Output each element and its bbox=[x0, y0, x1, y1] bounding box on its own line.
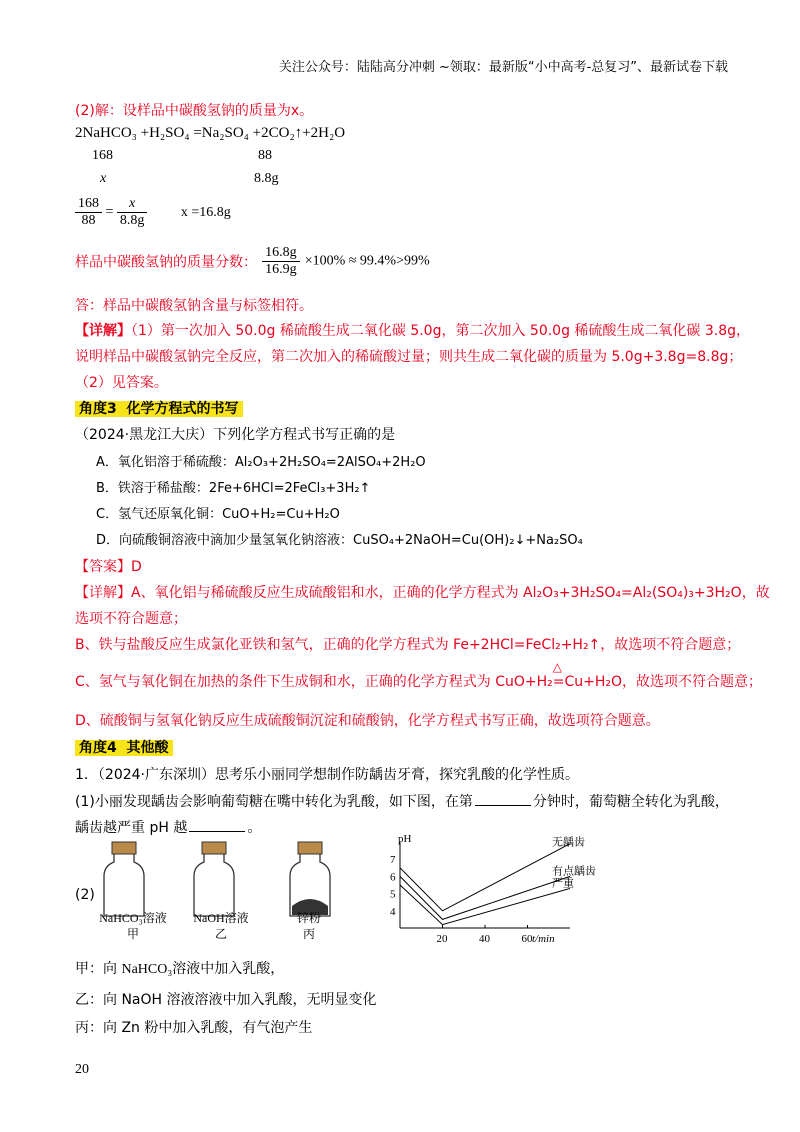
y-tick-label: 7 bbox=[390, 854, 396, 867]
x-tick-label: 40 bbox=[479, 933, 490, 945]
line-yi: 乙：向 NaOH 溶液溶液中加入乳酸，无明显变化 bbox=[75, 992, 377, 1008]
series-line-0 bbox=[400, 844, 570, 911]
y-axis-label: pH bbox=[398, 833, 412, 845]
bottle-yi-label: NaOH溶液 bbox=[193, 911, 249, 925]
detail2-a-line2: 选项不符合题意； bbox=[75, 611, 187, 627]
y-tick-label: 5 bbox=[390, 888, 396, 901]
y-tick-label: 4 bbox=[390, 905, 396, 918]
question-intro: （2024·黑龙江大庆）下列化学方程式书写正确的是 bbox=[75, 427, 396, 443]
detail2-a-line1: 【详解】A、氧化铝与稀硫酸反应生成硫酸铝和水，正确的化学方程式为 Al₂O₃+3H₂SO₄=Al₂(SO₄)₃+3H₂O，故 bbox=[75, 585, 770, 601]
series-label-2: 严重 bbox=[552, 877, 574, 890]
detail-line-1: 【详解】（1）第一次加入 50.0g 稀硫酸生成二氧化碳 5.0g，第二次加入 50.0g 稀硫酸生成二氧化碳 3.8g， bbox=[75, 323, 751, 339]
solution-intro: (2)解：设样品中碳酸氢钠的质量为x。 bbox=[75, 103, 314, 119]
detail2-d: D、硫酸铜与氢氧化钠反应生成硫酸铜沉淀和硫酸钠，化学方程式书写正确，故选项符合题意。 bbox=[75, 713, 660, 729]
bottle-jia-label: NaHCO₃溶液 bbox=[99, 911, 167, 925]
series-label-0: 无龋齿 bbox=[552, 836, 585, 849]
detail2-b: B、铁与盐酸反应生成氯化亚铁和氢气，正确的化学方程式为 Fe+2HCl=FeCl₂+H₂↑，故选项不符合题意； bbox=[75, 637, 741, 653]
molar-mass-co2: 88 bbox=[258, 148, 272, 163]
y-tick-label: 6 bbox=[390, 871, 396, 884]
detail-line-2: 说明样品中碳酸氢钠完全反应，第二次加入的稀硫酸过量；则共生成二氧化碳的质量为 5.0g+3.8g=8.8g； bbox=[75, 349, 743, 365]
option-b: B．铁溶于稀盐酸：2Fe+6HCl=2FeCl₃+3H₂↑ bbox=[96, 481, 371, 496]
section-heading-3: 角度3 化学方程式的书写 bbox=[75, 398, 243, 418]
bottle-jia-tag: 甲 bbox=[126, 927, 139, 941]
question-1-part1: (1)小丽发现龋齿会影响葡萄糖在嘴中转化为乳酸，如下图，在第 分钟时，葡萄糖全转化为乳酸， bbox=[75, 794, 729, 810]
question-1: 1．（2024·广东深圳）思考乐小丽同学想制作防龋齿牙膏，探究乳酸的化学性质。 bbox=[75, 767, 579, 783]
bottle-bing-label: 锌粉 bbox=[296, 911, 321, 925]
x-result: x =16.8g bbox=[180, 204, 231, 220]
x-tick-label: 20 bbox=[436, 933, 448, 945]
page-number: 20 bbox=[75, 1062, 89, 1077]
option-d: D．向硫酸铜溶液中滴加少量氢氧化钠溶液：CuSO₄+2NaOH=Cu(OH)₂↓+Na₂SO₄ bbox=[96, 533, 583, 548]
option-c: C．氢气还原氧化铜：CuO+H₂=Cu+H₂O bbox=[96, 507, 340, 522]
answer-tag: 【答案】D bbox=[75, 559, 142, 575]
bottle-jia bbox=[104, 842, 144, 916]
x-axis-label: t/min bbox=[532, 933, 555, 945]
unknown-x: x bbox=[100, 171, 107, 186]
series-label-1: 有点龋齿 bbox=[552, 865, 596, 878]
line-bing: 丙：向 Zn 粉中加入乳酸，有气泡产生 bbox=[75, 1020, 313, 1036]
bottle-yi-tag: 乙 bbox=[214, 927, 227, 941]
mass-fraction-line: 样品中碳酸氢钠的质量分数： $\frac{16.8g}{16.9g}$ ×100% ≈ 99.4%>99% bbox=[75, 245, 430, 277]
reaction-equation: 2NaHCO₃ +H₂SO₄ =Na₂SO₄ +2CO₂↑+2H₂O bbox=[75, 125, 346, 141]
line-jia: 甲：向 NaHCO₃溶液中加入乳酸， bbox=[75, 961, 285, 977]
proportion-equation: $\frac{168}{88}$ = $\frac{x}{8.8g}$ x =16.8g bbox=[75, 196, 231, 229]
x-tick-label: 60 bbox=[521, 933, 533, 945]
molar-mass-nahco3: 168 bbox=[92, 148, 113, 163]
answer-statement: 答：样品中碳酸氢钠含量与标签相符。 bbox=[75, 298, 313, 314]
option-a: A．氧化铝溶于稀硫酸：Al₂O₃+2H₂SO₄=2AlSO₄+2H₂O bbox=[96, 455, 426, 470]
bottle-bing-tag: 丙 bbox=[302, 927, 315, 941]
ph-chart bbox=[370, 832, 620, 950]
detail-line-3: （2）见答案。 bbox=[75, 375, 168, 391]
bottle-bing bbox=[290, 842, 330, 916]
section-heading-4: 角度4 其他酸 bbox=[75, 737, 173, 757]
bottle-yi bbox=[194, 842, 234, 916]
question-1-part2-label: (2) bbox=[75, 887, 95, 903]
detail2-c: C、氢气与氧化铜在加热的条件下生成铜和水，正确的化学方程式为 CuO+H₂ △ =Cu+H₂O，故选项不符合题意； bbox=[75, 660, 763, 690]
co2-mass: 8.8g bbox=[254, 171, 279, 186]
heat-symbol: △ bbox=[552, 660, 562, 674]
page-header: 关注公众号：陆陆高分冲刺 ~领取：最新版“小中高考-总复习”、最新试卷下载 bbox=[278, 60, 728, 75]
question-1-part1-line2: 龋齿越严重 pH 越 。 bbox=[75, 820, 262, 836]
